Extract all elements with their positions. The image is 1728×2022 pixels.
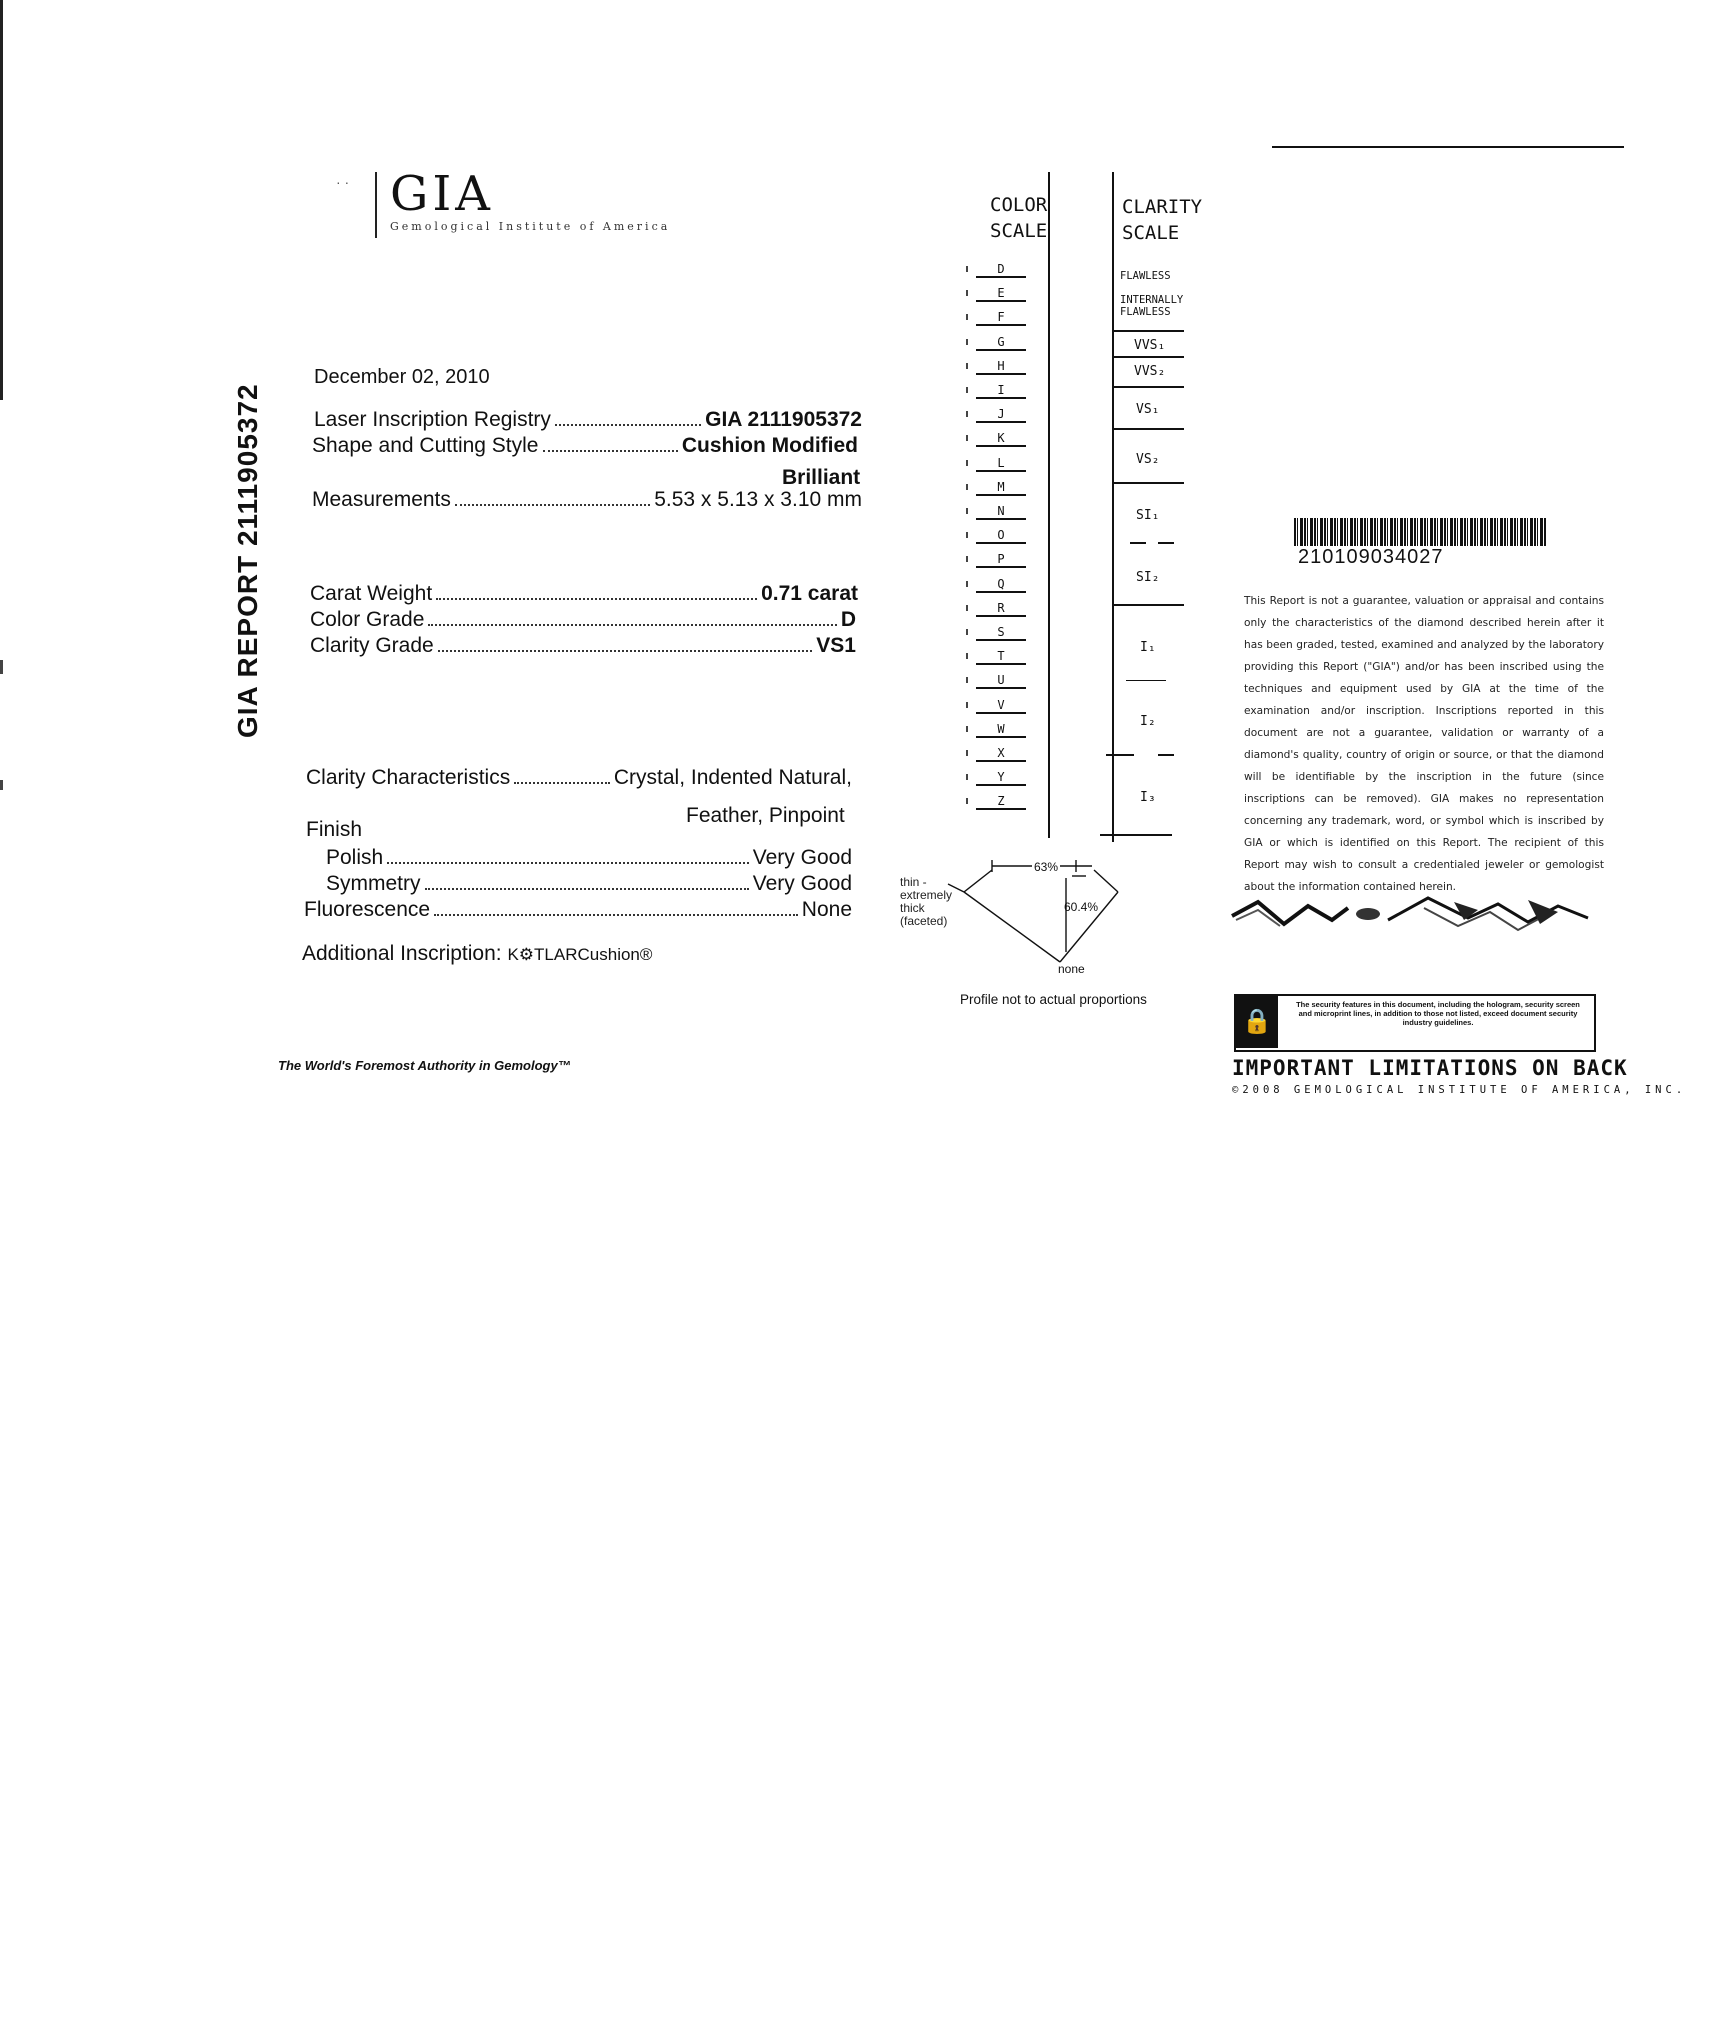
clarity-i1: I₁ — [1140, 640, 1156, 655]
gia-logo-subtitle: Gemological Institute of America — [390, 220, 671, 233]
color-grade-tick — [966, 484, 968, 490]
culet-label: none — [1058, 962, 1085, 976]
laser-label: Laser Inscription Registry — [314, 408, 551, 431]
color-grade-letter: F — [976, 310, 1026, 326]
color-grade-tick — [966, 387, 968, 393]
color-scale-head-1: COLOR — [990, 194, 1048, 216]
color-grade-letter: R — [976, 601, 1026, 617]
scan-edge — [0, 0, 3, 400]
clarity-dash — [1158, 542, 1174, 544]
color-grade-letter: O — [976, 528, 1026, 544]
color-grade-tick — [966, 653, 968, 659]
carat-row — [310, 582, 858, 606]
color-grade-tick — [966, 798, 968, 804]
color-grade-item — [966, 335, 1036, 351]
leader-dots — [438, 649, 813, 652]
color-grade-tick — [966, 435, 968, 441]
color-grade-item — [966, 746, 1036, 762]
additional-inscription-value: K⚙TLARCushion® — [507, 945, 653, 964]
color-grade-tick — [966, 339, 968, 345]
clarity-scale-head-1: CLARITY — [1122, 196, 1203, 218]
clarity-if — [1120, 294, 1183, 318]
barcode-number: 210109034027 — [1298, 546, 1444, 568]
color-grade-letter: V — [976, 698, 1026, 714]
color-grade-value: D — [840, 608, 856, 631]
color-grade-tick — [966, 750, 968, 756]
color-grade-item — [966, 649, 1036, 665]
color-grade-item — [966, 383, 1036, 399]
color-grade-item — [966, 770, 1036, 786]
polish-value: Very Good — [752, 846, 852, 869]
color-grade-tick — [966, 460, 968, 466]
leader-dots — [436, 597, 757, 600]
clarity-divider — [1100, 834, 1172, 836]
color-scale-head-2: SCALE — [990, 220, 1048, 242]
color-grade-item — [966, 456, 1036, 472]
clarity-divider — [1112, 482, 1184, 484]
important-limitations: IMPORTANT LIMITATIONS ON BACK — [1232, 1056, 1628, 1080]
clarity-divider — [1112, 330, 1184, 332]
characteristics-value: Crystal, Indented Natural, — [613, 766, 852, 789]
clarity-divider — [1112, 386, 1184, 388]
clarity-scale-head-2: SCALE — [1122, 222, 1180, 244]
color-grade-letter: Z — [976, 794, 1026, 810]
color-grade-tick — [966, 581, 968, 587]
measurements-label: Measurements — [312, 488, 451, 511]
color-grade-tick — [966, 532, 968, 538]
leader-dots — [387, 861, 749, 864]
color-grade-letter: L — [976, 456, 1026, 472]
profile-caption: Profile not to actual proportions — [960, 992, 1147, 1007]
color-grade-letter: S — [976, 625, 1026, 641]
color-grade-letter: G — [976, 335, 1026, 351]
table-percent: 63% — [1034, 860, 1059, 874]
clarity-if-1: INTERNALLY — [1120, 294, 1184, 306]
clarity-vs1: VS₁ — [1136, 402, 1160, 417]
color-grade-item — [966, 552, 1036, 568]
clarity-dash — [1106, 754, 1134, 756]
security-note: The security features in this document, including the hologram, security screen and microprint lines, in addition to those not listed, exceed document security industry guidelines. — [1296, 1000, 1580, 1027]
color-grade-tick — [966, 629, 968, 635]
color-grade-item — [966, 722, 1036, 738]
color-grade-item — [966, 359, 1036, 375]
girdle-label-4: (faceted) — [900, 914, 948, 928]
hologram-strip — [1228, 890, 1594, 942]
clarity-grade-label: Clarity Grade — [310, 634, 434, 657]
color-grade-tick — [966, 556, 968, 562]
color-grade-letter: H — [976, 359, 1026, 375]
color-grade-item — [966, 673, 1036, 689]
crown-right — [1094, 870, 1118, 892]
fluorescence-row — [304, 898, 852, 922]
color-grade-letter: Y — [976, 770, 1026, 786]
logo-bar — [375, 172, 377, 238]
carat-value: 0.71 carat — [761, 582, 858, 605]
color-grade-item — [966, 698, 1036, 714]
clarity-fl: FLAWLESS — [1120, 270, 1171, 282]
color-grade-letter: E — [976, 286, 1026, 302]
shape-value: Cushion Modified — [681, 434, 858, 457]
characteristics-label: Clarity Characteristics — [306, 766, 511, 789]
color-grade-item — [966, 262, 1036, 278]
top-rule — [1272, 146, 1624, 148]
color-grade-item — [966, 794, 1036, 810]
color-grade-letter: N — [976, 504, 1026, 520]
color-grade-letter: W — [976, 722, 1026, 738]
vertical-report-title: GIA REPORT 2111905372 — [232, 383, 263, 738]
leader-dots — [434, 913, 798, 916]
color-grade-letter: J — [976, 407, 1026, 423]
polish-label: Polish — [326, 846, 384, 869]
clarity-vvs1: VVS₁ — [1134, 338, 1166, 353]
color-grade-item — [966, 528, 1036, 544]
color-grade-list — [966, 262, 1046, 842]
finish-label: Finish — [306, 818, 363, 841]
color-grade-item — [966, 480, 1036, 496]
logo-dot: · · — [336, 174, 350, 190]
clarity-vs2: VS₂ — [1136, 452, 1160, 467]
color-grade-item — [966, 577, 1036, 593]
shape-label: Shape and Cutting Style — [312, 434, 539, 457]
leader-dots — [555, 423, 701, 426]
leader-dots — [543, 449, 678, 452]
symmetry-label: Symmetry — [326, 872, 421, 895]
clarity-divider — [1112, 428, 1184, 430]
color-grade-tick — [966, 363, 968, 369]
leader-dots — [428, 623, 836, 626]
color-scale-line — [1048, 172, 1050, 838]
color-grade-letter: P — [976, 552, 1026, 568]
girdle-label-3: thick — [900, 901, 925, 915]
color-grade-item — [966, 310, 1036, 326]
measurements-row — [312, 488, 862, 512]
characteristics-value-2: Feather, Pinpoint — [686, 804, 845, 827]
color-grade-letter: M — [976, 480, 1026, 496]
color-grade-tick — [966, 290, 968, 296]
color-grade-tick — [966, 508, 968, 514]
clarity-divider — [1112, 604, 1184, 606]
color-grade-letter: X — [976, 746, 1026, 762]
scan-mark — [0, 780, 3, 790]
shape-value-2: Brilliant — [782, 466, 861, 489]
clarity-dash — [1158, 754, 1174, 756]
girdle-label — [900, 876, 952, 928]
copyright: ©2008 GEMOLOGICAL INSTITUTE OF AMERICA, INC. — [1232, 1084, 1687, 1096]
fluorescence-label: Fluorescence — [304, 898, 431, 921]
color-grade-item — [966, 504, 1036, 520]
scan-mark — [0, 660, 3, 674]
clarity-dash — [1126, 680, 1166, 681]
shape-row — [312, 434, 858, 458]
color-grade-tick — [966, 314, 968, 320]
color-grade-letter: K — [976, 431, 1026, 447]
fluorescence-value: None — [801, 898, 852, 921]
color-grade-tick — [966, 774, 968, 780]
disclaimer-text: This Report is not a guarantee, valuation or appraisal and contains only the characteristics of the diamond described herein after it has been graded, tested, examined and analyzed by the laboratory providing this Report ("GIA") and/or has been inscribed using the techniques and equipment used by GIA at the time of the examination and/or inscription. Inscriptions reported in this document are not a guarantee, validation or warranty of a diamond's quality, country of origin or source, or that the diamond will be identifiable by the inscription in the future (since inscriptions can be removed). GIA makes no representation concerning any trademark, word, or symbol which is inscribed by GIA or which is identified on this Report. The recipient of this Report may wish to consult a credentialed jeweler or gemologist about the information contained herein. — [1244, 595, 1604, 893]
report-date: December 02, 2010 — [314, 366, 490, 388]
characteristics-row — [306, 766, 852, 790]
barcode — [1294, 518, 1546, 546]
depth-percent: 60.4% — [1064, 900, 1099, 914]
color-grade-letter: I — [976, 383, 1026, 399]
color-grade-item — [966, 601, 1036, 617]
clarity-grade-value: VS1 — [816, 634, 856, 657]
color-grade-letter: D — [976, 262, 1026, 278]
pavilion-left — [964, 892, 1060, 962]
color-grade-item — [966, 407, 1036, 423]
clarity-scale-heading — [1122, 194, 1202, 246]
color-grade-letter: T — [976, 649, 1026, 665]
laser-row — [314, 408, 862, 432]
additional-inscription-label: Additional Inscription: — [302, 942, 502, 965]
color-grade-letter: U — [976, 673, 1026, 689]
color-grade-tick — [966, 677, 968, 683]
color-grade-tick — [966, 726, 968, 732]
additional-inscription — [302, 942, 652, 966]
clarity-i3: I₃ — [1140, 790, 1156, 805]
tagline: The World's Foremost Authority in Gemology™ — [278, 1058, 571, 1073]
color-grade-label: Color Grade — [310, 608, 425, 631]
leader-dots — [514, 781, 610, 784]
clarity-si1: SI₁ — [1136, 508, 1160, 523]
color-grade-row — [310, 608, 856, 632]
clarity-vvs2: VVS₂ — [1134, 364, 1166, 379]
color-grade-item — [966, 286, 1036, 302]
color-grade-item — [966, 625, 1036, 641]
color-grade-tick — [966, 266, 968, 272]
girdle-label-2: extremely — [900, 888, 953, 902]
color-grade-tick — [966, 411, 968, 417]
clarity-si2: SI₂ — [1136, 570, 1160, 585]
clarity-scale-line — [1112, 172, 1114, 842]
clarity-grade-row — [310, 634, 856, 658]
laser-value: GIA 2111905372 — [705, 408, 862, 431]
color-grade-tick — [966, 605, 968, 611]
clarity-divider — [1112, 356, 1184, 358]
leader-dots — [425, 887, 749, 890]
measurements-value: 5.53 x 5.13 x 3.10 mm — [654, 488, 862, 511]
crown-left — [964, 870, 992, 892]
lock-icon: 🔒 — [1236, 996, 1278, 1048]
polish-row — [326, 846, 852, 870]
clarity-if-2: FLAWLESS — [1120, 306, 1171, 318]
girdle-label-1: thin - — [900, 875, 927, 889]
gia-logo: GIA — [390, 166, 494, 222]
color-grade-tick — [966, 702, 968, 708]
color-grade-letter: Q — [976, 577, 1026, 593]
carat-label: Carat Weight — [310, 582, 433, 605]
symmetry-value: Very Good — [752, 872, 852, 895]
color-scale-heading — [990, 192, 1047, 244]
leader-dots — [455, 503, 650, 506]
symmetry-row — [326, 872, 852, 896]
color-grade-item — [966, 431, 1036, 447]
clarity-i2: I₂ — [1140, 714, 1156, 729]
clarity-dash — [1130, 542, 1146, 544]
